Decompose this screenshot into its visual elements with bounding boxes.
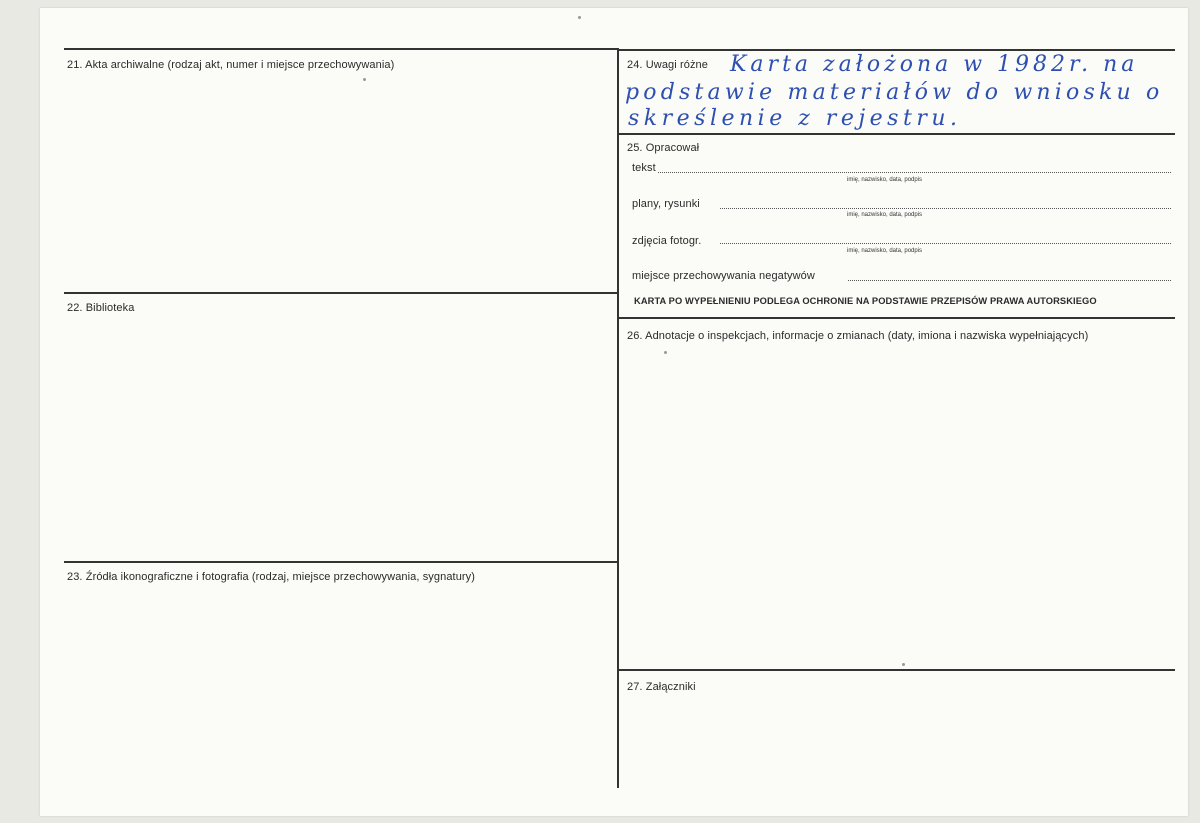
- top-rule-right: [619, 49, 1175, 51]
- plany-line: [720, 208, 1171, 209]
- top-rule-left: [64, 48, 619, 50]
- plany-label: plany, rysunki: [632, 198, 700, 210]
- paper-speck: [578, 16, 581, 19]
- tekst-line: [658, 172, 1171, 173]
- section-25-label: 25. Opracował: [627, 142, 700, 154]
- section-27-label: 27. Załączniki: [627, 681, 696, 693]
- record-card: [40, 8, 1188, 816]
- zdjecia-line: [720, 243, 1171, 244]
- paper-speck: [363, 78, 366, 81]
- section-26-label: 26. Adnotacje o inspekcjach, informacje o zmianach (daty, imiona i nazwiska wypełniających): [627, 330, 1089, 342]
- center-divider: [617, 48, 619, 788]
- divider-22: [64, 292, 619, 294]
- divider-26: [619, 317, 1175, 319]
- zdjecia-label: zdjęcia fotogr.: [632, 235, 702, 247]
- handwritten-note-line3: skreślenie z rejestru.: [628, 106, 962, 131]
- section-22-label: 22. Biblioteka: [67, 302, 135, 314]
- divider-23: [64, 561, 619, 563]
- handwritten-note-line2: podstawie materiałów do wniosku o: [625, 80, 1164, 105]
- section-21-label: 21. Akta archiwalne (rodzaj akt, numer i miejsce przechowywania): [67, 59, 395, 71]
- section-24-label: 24. Uwagi różne: [627, 59, 708, 71]
- handwritten-note-line1: Karta założona w 1982r. na: [730, 52, 1139, 77]
- paper-speck: [902, 663, 905, 666]
- zdjecia-caption: imię, nazwisko, data, podpis: [847, 248, 923, 254]
- divider-25: [619, 133, 1175, 135]
- paper-speck: [664, 351, 667, 354]
- tekst-label: tekst: [632, 162, 656, 174]
- negatywy-line: [848, 280, 1171, 281]
- negatywy-label: miejsce przechowywania negatywów: [632, 270, 815, 282]
- divider-27: [619, 669, 1175, 671]
- tekst-caption: imię, nazwisko, data, podpis: [847, 177, 923, 183]
- section-23-label: 23. Źródła ikonograficzne i fotografia (rodzaj, miejsce przechowywania, sygnatury): [67, 571, 476, 583]
- copyright-notice: KARTA PO WYPEŁNIENIU PODLEGA OCHRONIE NA PODSTAWIE PRZEPISÓW PRAWA AUTORSKIEGO: [634, 296, 1097, 306]
- plany-caption: imię, nazwisko, data, podpis: [847, 212, 923, 218]
